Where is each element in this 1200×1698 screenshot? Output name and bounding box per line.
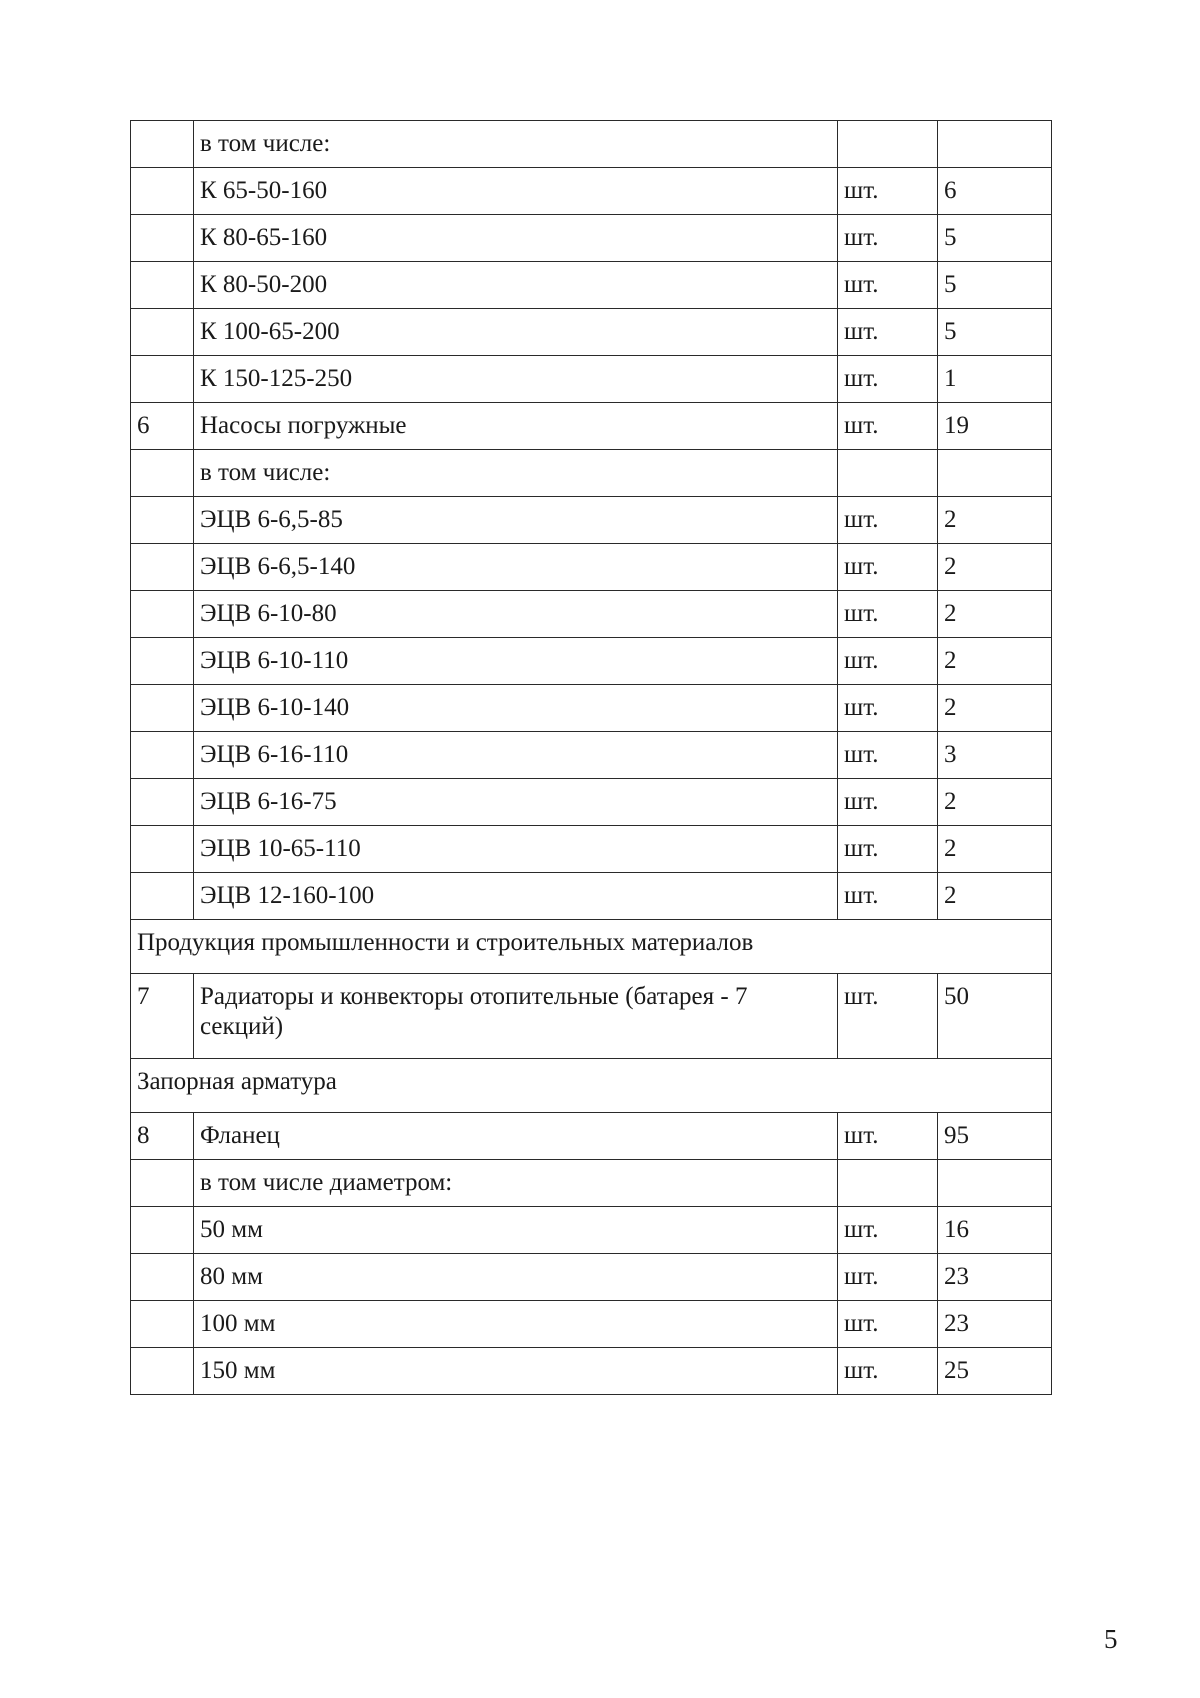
table-row [131, 497, 1052, 544]
item-unit-cell: шт. [838, 591, 938, 638]
item-unit-cell [838, 450, 938, 497]
item-number-cell [131, 215, 194, 262]
item-quantity-cell: 5 [938, 309, 1052, 356]
item-number-cell [131, 1254, 194, 1301]
item-name-cell: в том числе: [194, 450, 838, 497]
item-quantity-cell: 95 [938, 1113, 1052, 1160]
section-title: Продукция промышленности и строительных материалов [131, 920, 1052, 974]
item-quantity-cell: 5 [938, 215, 1052, 262]
item-name-cell: Фланец [194, 1113, 838, 1160]
table-row [131, 215, 1052, 262]
item-unit-cell: шт. [838, 215, 938, 262]
item-number-cell [131, 732, 194, 779]
item-number-cell [131, 1160, 194, 1207]
table-row [131, 779, 1052, 826]
item-number-cell [131, 450, 194, 497]
table-row [131, 1160, 1052, 1207]
item-quantity-cell [938, 450, 1052, 497]
item-number-cell [131, 591, 194, 638]
item-number-cell [131, 1207, 194, 1254]
item-number-cell [131, 544, 194, 591]
item-unit-cell: шт. [838, 403, 938, 450]
item-unit-cell: шт. [838, 309, 938, 356]
item-number-cell [131, 309, 194, 356]
item-quantity-cell [938, 121, 1052, 168]
item-name-cell: ЭЦВ 6-16-110 [194, 732, 838, 779]
item-quantity-cell: 2 [938, 779, 1052, 826]
table-row [131, 685, 1052, 732]
item-unit-cell [838, 121, 938, 168]
item-name-cell: 50 мм [194, 1207, 838, 1254]
item-unit-cell: шт. [838, 497, 938, 544]
equipment-table [130, 120, 1052, 1395]
item-quantity-cell: 1 [938, 356, 1052, 403]
item-quantity-cell: 6 [938, 168, 1052, 215]
item-unit-cell: шт. [838, 356, 938, 403]
page-number: 5 [1104, 1624, 1118, 1654]
item-quantity-cell: 2 [938, 638, 1052, 685]
item-name-cell: ЭЦВ 10-65-110 [194, 826, 838, 873]
item-name-cell: 80 мм [194, 1254, 838, 1301]
table-row [131, 309, 1052, 356]
table-row [131, 356, 1052, 403]
table-row [131, 1254, 1052, 1301]
item-name-cell: К 100-65-200 [194, 309, 838, 356]
item-unit-cell: шт. [838, 638, 938, 685]
item-unit-cell: шт. [838, 262, 938, 309]
item-name-cell: ЭЦВ 6-10-80 [194, 591, 838, 638]
item-name-cell: 150 мм [194, 1348, 838, 1395]
item-name-cell: К 80-65-160 [194, 215, 838, 262]
item-name-cell: в том числе диаметром: [194, 1160, 838, 1207]
item-quantity-cell: 2 [938, 544, 1052, 591]
item-name-cell: ЭЦВ 6-6,5-140 [194, 544, 838, 591]
section-header-row [131, 920, 1052, 974]
item-number-cell: 8 [131, 1113, 194, 1160]
item-name-cell: К 65-50-160 [194, 168, 838, 215]
item-number-cell [131, 1301, 194, 1348]
item-number-cell [131, 873, 194, 920]
item-unit-cell: шт. [838, 168, 938, 215]
item-quantity-cell: 16 [938, 1207, 1052, 1254]
table-row [131, 873, 1052, 920]
item-number-cell [131, 497, 194, 544]
item-name-cell: в том числе: [194, 121, 838, 168]
item-unit-cell: шт. [838, 685, 938, 732]
item-quantity-cell: 23 [938, 1254, 1052, 1301]
item-quantity-cell: 2 [938, 591, 1052, 638]
item-unit-cell: шт. [838, 1254, 938, 1301]
table-row [131, 1301, 1052, 1348]
table-row [131, 974, 1052, 1059]
item-unit-cell: шт. [838, 732, 938, 779]
section-header-row [131, 1059, 1052, 1113]
item-name-cell: ЭЦВ 12-160-100 [194, 873, 838, 920]
table-row [131, 732, 1052, 779]
table-row [131, 544, 1052, 591]
item-unit-cell [838, 1160, 938, 1207]
item-unit-cell: шт. [838, 974, 938, 1059]
item-quantity-cell: 2 [938, 497, 1052, 544]
item-quantity-cell: 2 [938, 685, 1052, 732]
table-row [131, 638, 1052, 685]
table-row [131, 168, 1052, 215]
item-quantity-cell: 50 [938, 974, 1052, 1059]
item-number-cell [131, 638, 194, 685]
item-quantity-cell: 3 [938, 732, 1052, 779]
item-quantity-cell: 2 [938, 826, 1052, 873]
item-unit-cell: шт. [838, 873, 938, 920]
item-number-cell [131, 168, 194, 215]
item-name-cell: 100 мм [194, 1301, 838, 1348]
table-row [131, 1113, 1052, 1160]
item-number-cell [131, 356, 194, 403]
item-unit-cell: шт. [838, 1113, 938, 1160]
table-row [131, 262, 1052, 309]
item-number-cell [131, 121, 194, 168]
item-number-cell: 6 [131, 403, 194, 450]
item-name-cell: К 150-125-250 [194, 356, 838, 403]
item-quantity-cell [938, 1160, 1052, 1207]
item-unit-cell: шт. [838, 1207, 938, 1254]
item-name-cell: ЭЦВ 6-6,5-85 [194, 497, 838, 544]
table-row [131, 403, 1052, 450]
item-name-cell: Насосы погружные [194, 403, 838, 450]
item-quantity-cell: 5 [938, 262, 1052, 309]
item-number-cell [131, 1348, 194, 1395]
item-unit-cell: шт. [838, 544, 938, 591]
item-number-cell [131, 779, 194, 826]
item-number-cell [131, 826, 194, 873]
item-name-cell: Радиаторы и конвекторы отопительные (батарея - 7 секций) [194, 974, 838, 1059]
table-row [131, 1348, 1052, 1395]
item-quantity-cell: 19 [938, 403, 1052, 450]
item-quantity-cell: 25 [938, 1348, 1052, 1395]
table-row [131, 1207, 1052, 1254]
item-name-cell: ЭЦВ 6-10-140 [194, 685, 838, 732]
item-quantity-cell: 2 [938, 873, 1052, 920]
item-unit-cell: шт. [838, 1348, 938, 1395]
item-unit-cell: шт. [838, 1301, 938, 1348]
table-row [131, 591, 1052, 638]
table-row [131, 121, 1052, 168]
table-row [131, 450, 1052, 497]
section-title: Запорная арматура [131, 1059, 1052, 1113]
item-number-cell [131, 262, 194, 309]
item-name-cell: К 80-50-200 [194, 262, 838, 309]
item-unit-cell: шт. [838, 779, 938, 826]
item-number-cell: 7 [131, 974, 194, 1059]
item-quantity-cell: 23 [938, 1301, 1052, 1348]
item-number-cell [131, 685, 194, 732]
table-row [131, 826, 1052, 873]
item-unit-cell: шт. [838, 826, 938, 873]
item-name-cell: ЭЦВ 6-10-110 [194, 638, 838, 685]
item-name-cell: ЭЦВ 6-16-75 [194, 779, 838, 826]
